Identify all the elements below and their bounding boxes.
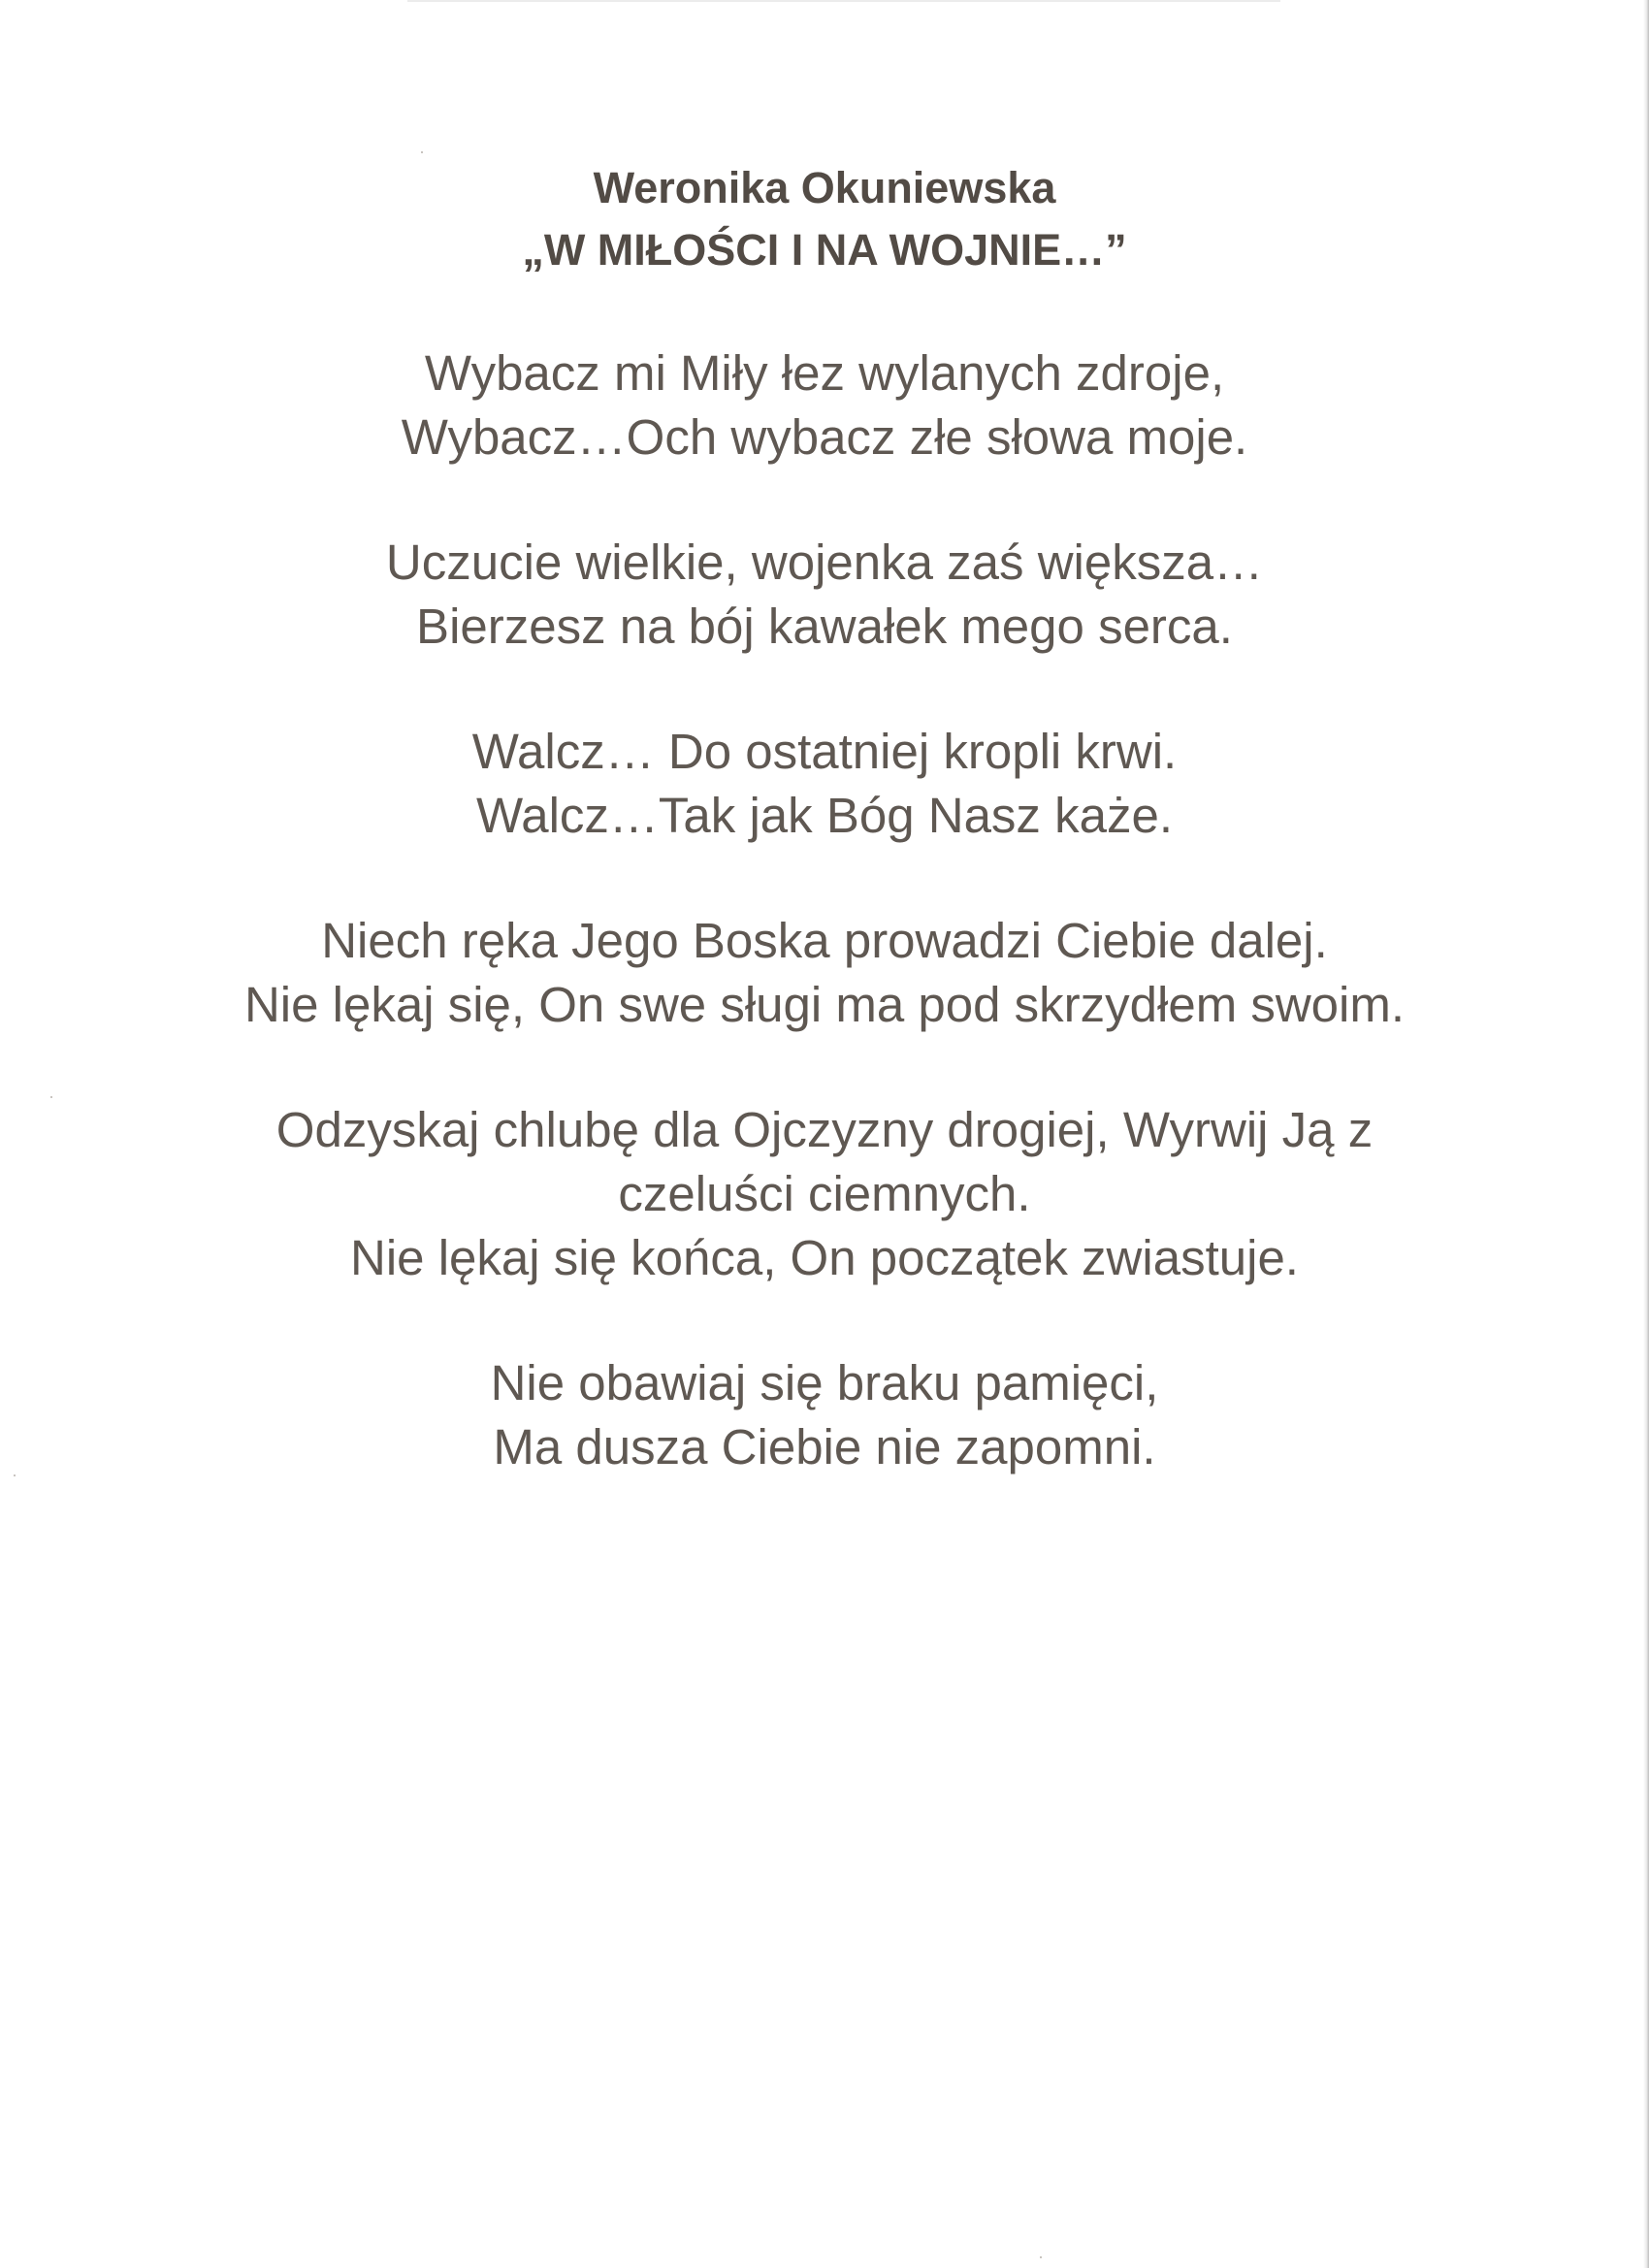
stanza	[0, 341, 1649, 470]
poem-line: Uczucie wielkie, wojenka zaś większa…	[385, 535, 1264, 590]
scan-edge-top	[407, 0, 1280, 2]
poem-line: Nie lękaj się końca, On początek zwiastuje.	[350, 1230, 1299, 1285]
poem-line: Wybacz…Och wybacz złe słowa moje.	[401, 409, 1248, 465]
scan-speck	[421, 151, 423, 153]
stanza	[0, 1098, 1649, 1290]
stanza	[0, 531, 1649, 659]
poem-body	[0, 341, 1649, 1540]
poem-line: Wybacz mi Miły łez wylanych zdroje,	[424, 345, 1225, 401]
poem-line: Walcz… Do ostatniej kropli krwi.	[471, 724, 1178, 779]
poem-line: Nie lękaj się, On swe sługi ma pod skrzydłem swoim.	[243, 977, 1406, 1032]
poem-line: Ma dusza Ciebie nie zapomni.	[493, 1419, 1156, 1474]
poem-line: Nie obawiaj się braku pamięci,	[490, 1355, 1159, 1410]
poem-title: „W MIŁOŚCI I NA WOJNIE…”	[522, 225, 1127, 275]
poem-line: czeluści ciemnych.	[618, 1166, 1031, 1221]
stanza	[0, 1351, 1649, 1479]
scan-speck	[1040, 2256, 1042, 2258]
stanza	[0, 909, 1649, 1037]
stanza	[0, 720, 1649, 848]
poem-line: Walcz…Tak jak Bóg Nasz każe.	[475, 788, 1173, 843]
poem-line: Bierzesz na bój kawałek mego serca.	[416, 599, 1233, 654]
poem-line: Niech ręka Jego Boska prowadzi Ciebie dalej.	[321, 913, 1328, 968]
poem-author: Weronika Okuniewska	[593, 163, 1056, 212]
poem-header	[0, 157, 1649, 281]
poem-line: Odzyskaj chlubę dla Ojczyzny drogiej, Wyrwij Ją z	[275, 1102, 1374, 1157]
